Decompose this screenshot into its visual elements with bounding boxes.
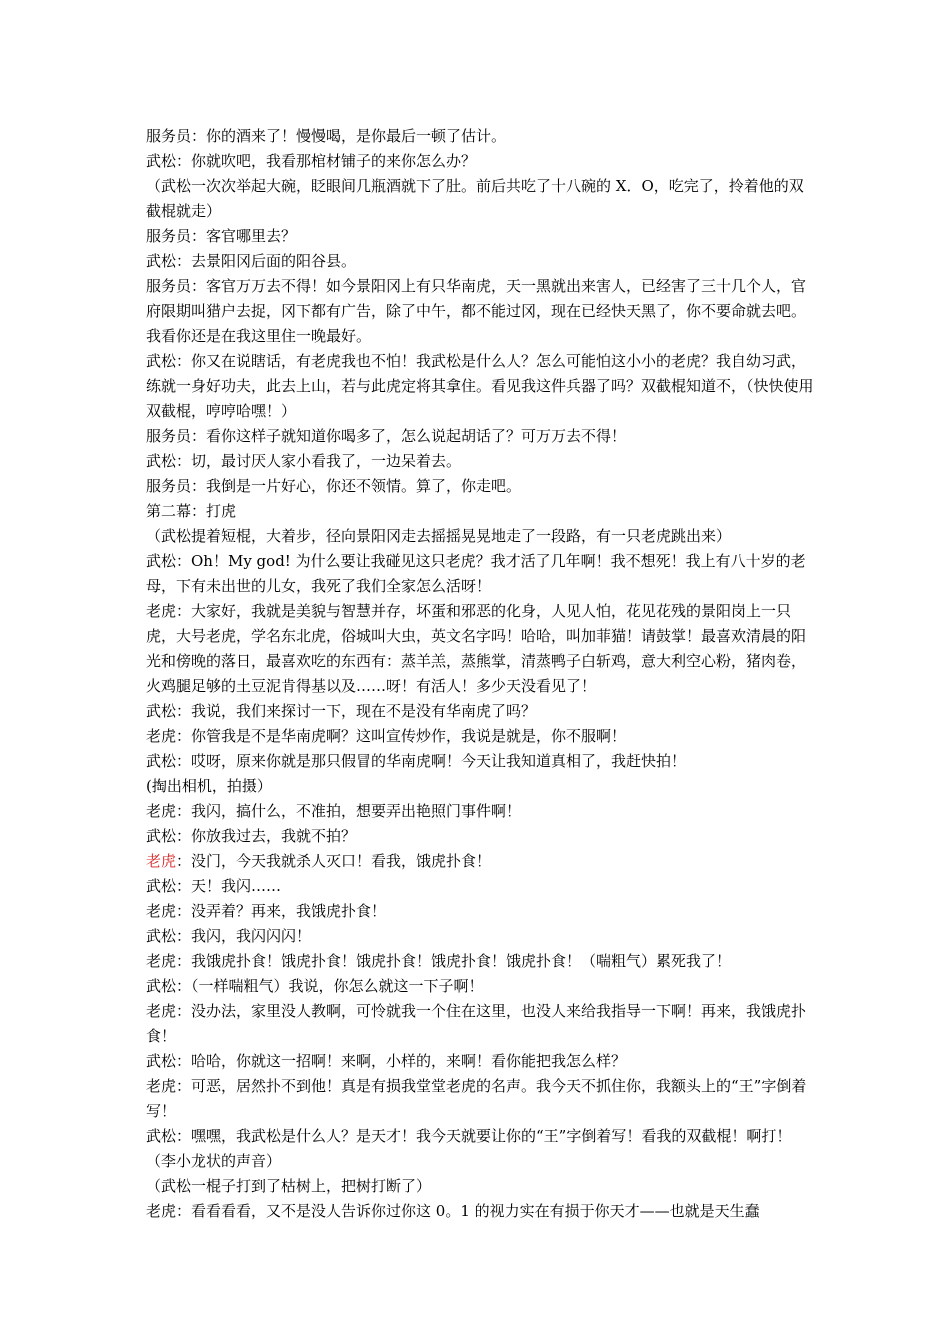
dialogue-line: 武松：我说，我们来探讨一下，现在不是没有华南虎了吗？ <box>146 702 537 720</box>
dialogue-text: ：没门，今天我就杀人灭口！看我，饿虎扑食！ <box>176 852 492 870</box>
stage-direction: （武松一棍子打到了枯树上，把树打断了） <box>146 1177 432 1195</box>
dialogue-line: 武松：切，最讨厌人家小看我了，一边呆着去。 <box>146 452 462 470</box>
dialogue-line: 老虎：大家好，我就是美貌与智慧并存，坏蛋和邪恶的化身，人见人怕，花见花残的景阳岗上一只虎，大号老虎，学名东北虎，俗城叫大虫，英文名字吗！哈哈，叫加菲猫！请鼓掌！最喜欢清晨的阳光和傍晚的落日，最喜欢吃的东西有：蒸羊羔，蒸熊掌，清蒸鸭子白斩鸡，意大利空心粉，猪肉卷，火鸡腿足够的土豆泥肯得基以及……呀！有活人！多少天没看见了！ <box>146 602 807 695</box>
dialogue-line: 武松：我闪，我闪闪闪！ <box>146 927 312 945</box>
dialogue-line: 老虎：可恶，居然扑不到他！真是有损我堂堂老虎的名声。我今天不抓住你，我额头上的“王”字倒着写！ <box>146 1077 807 1120</box>
stage-direction: （武松提着短棍，大着步，径向景阳冈走去摇摇晃晃地走了一段路，有一只老虎跳出来） <box>146 527 732 545</box>
dialogue-line: 服务员：客官万万去不得！如今景阳冈上有只华南虎，天一黑就出来害人，已经害了三十几个人，官府限期叫猎户去捉，冈下都有广告，除了中午，都不能过冈，现在已经快天黑了，你不要命就去吧。我看你还是在我这里住一晚最好。 <box>146 277 807 345</box>
dialogue-line: 武松：天！我闪…… <box>146 877 282 895</box>
dialogue-line: 武松：你又在说瞎话，有老虎我也不怕！我武松是什么人？怎么可能怕这小小的老虎？我自幼习武，练就一身好功夫，此去上山，若与此虎定将其拿住。看见我这件兵器了吗？双截棍知道不，（快快使用双截棍，哼哼哈嘿！） <box>146 352 814 420</box>
dialogue-line: 武松：去景阳冈后面的阳谷县。 <box>146 252 357 270</box>
dialogue-line: 武松：你就吹吧，我看那棺材铺子的来你怎么办？ <box>146 152 477 170</box>
dialogue-line <box>146 849 814 874</box>
script-text-body <box>146 124 814 1224</box>
stage-direction: (掏出相机，拍摄） <box>146 777 272 795</box>
dialogue-line: 服务员：看你这样子就知道你喝多了，怎么说起胡话了？可万万去不得！ <box>146 427 627 445</box>
dialogue-line: 武松：Oh！My god! 为什么要让我碰见这只老虎？我才活了几年啊！我不想死！我上有八十岁的老母，下有未出世的儿女，我死了我们全家怎么活呀！ <box>146 552 806 595</box>
dialogue-line: 老虎：我闪，搞什么，不准拍，想要弄出艳照门事件啊！ <box>146 802 522 820</box>
dialogue-line: 老虎：我饿虎扑食！饿虎扑食！饿虎扑食！饿虎扑食！饿虎扑食！（喘粗气）累死我了！ <box>146 952 732 970</box>
dialogue-line: 武松：你放我过去，我就不拍？ <box>146 827 357 845</box>
dialogue-line: 武松：嘿嘿，我武松是什么人？是天才！我今天就要让你的“王”字倒着写！看我的双截棍！啊打！（李小龙状的声音） <box>146 1127 792 1170</box>
dialogue-line: 老虎：看看看看，又不是没人告诉你过你这 0。1 的视力实在有损于你天才——也就是天生蠢 <box>146 1202 760 1220</box>
dialogue-line: 服务员：客官哪里去？ <box>146 227 297 245</box>
dialogue-line: 武松：哈哈，你就这一招啊！来啊，小样的，来啊！看你能把我怎么样？ <box>146 1052 627 1070</box>
dialogue-line: 老虎：没弄着？再来，我饿虎扑食！ <box>146 902 387 920</box>
dialogue-line: 服务员：你的酒来了！慢慢喝，是你最后一顿了估计。 <box>146 127 507 145</box>
act-heading: 第二幕：打虎 <box>146 502 237 520</box>
dialogue-line: 老虎：你管我是不是华南虎啊？这叫宣传炒作，我说是就是，你不服啊！ <box>146 727 627 745</box>
stage-direction: （武松一次次举起大碗，眨眼间几瓶酒就下了肚。前后共吃了十八碗的 X．O，吃完了，拎着他的双截棍就走） <box>146 177 804 220</box>
dialogue-line: 武松：（一样喘粗气）我说，你怎么就这一下子啊！ <box>146 977 484 995</box>
dialogue-line: 老虎：没办法，家里没人教啊，可怜就我一个住在这里，也没人来给我指导一下啊！再来，我饿虎扑食！ <box>146 1002 807 1045</box>
dialogue-line: 服务员：我倒是一片好心，你还不领情。算了，你走吧。 <box>146 477 522 495</box>
dialogue-line: 武松：哎呀，原来你就是那只假冒的华南虎啊！今天让我知道真相了，我赶快拍！ <box>146 752 687 770</box>
speaker-name-highlighted: 老虎 <box>146 852 177 870</box>
